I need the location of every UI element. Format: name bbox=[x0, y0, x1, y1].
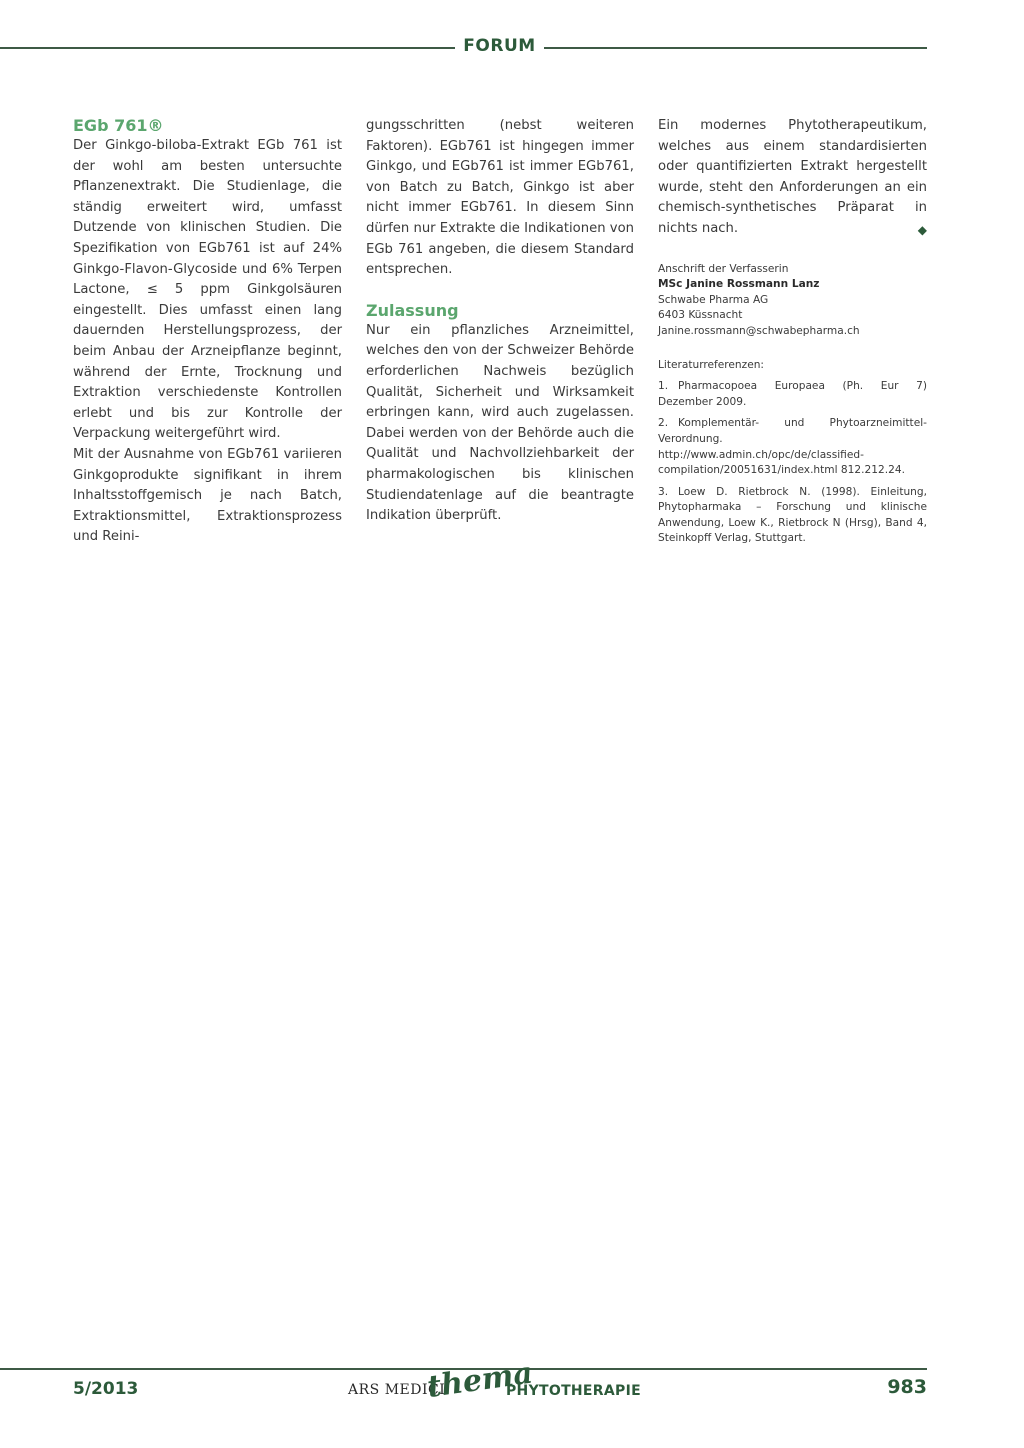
author-company: Schwabe Pharma AG bbox=[658, 293, 769, 306]
paragraph-text: Ein modernes Phytotherapeutikum, welches aus einem standardisierten oder quantifizierten Extrakt hergestellt wurde, steht den Anforderungen an ein chemisch-synthetisches Präparat in nichts nach. bbox=[658, 118, 927, 236]
page-number: 983 bbox=[887, 1376, 927, 1398]
column-3 bbox=[658, 116, 927, 547]
paragraph: Mit der Ausnahme von EGb761 variieren Ginkgoprodukte signifikant in ihrem Inhaltsstoffgemisch je nach Batch, Extraktionsmittel, Extraktionsprozess und Reini- bbox=[73, 446, 342, 545]
brand-thema: thema bbox=[425, 1355, 535, 1405]
paragraph: gungsschritten (nebst weiteren Faktoren). EGb761 ist hingegen immer Ginkgo, und EGb761 ist immer EGb761, von Batch zu Batch, Ginkgo ist aber nicht immer EGb761. In diesem Sinn dürfen nur Extrakte die Indikationen von EGb 761 angeben, die diesem Standard entsprechen. bbox=[366, 118, 634, 278]
reference-number: 2. bbox=[658, 417, 669, 430]
reference-text: Loew D. Rietbrock N. (1998). Einleitung, Phytopharmaka – Forschung und klinische Anwendung, Loew K., Rietbrock N (Hrsg), Band 4, Steinkopff Verlag, Stuttgart. bbox=[658, 485, 927, 545]
author-name: MSc Janine Rossmann Lanz bbox=[658, 278, 820, 291]
reference-text[interactable]: Komplementär- und Phytoarzneimittel-Verordnung. http://www.admin.ch/opc/de/classified-compilation/20051631/index.html 812.212.24. bbox=[658, 417, 927, 477]
paragraph bbox=[658, 116, 927, 240]
author-city: 6403 Küssnacht bbox=[658, 309, 743, 322]
brand-ars-medici: ARS MEDICI bbox=[348, 1382, 446, 1398]
header-rule-left bbox=[0, 47, 455, 49]
literature-title: Literaturreferenzen: bbox=[658, 358, 765, 371]
reference-item bbox=[658, 485, 927, 547]
end-diamond-icon: ◆ bbox=[917, 222, 927, 237]
heading-zulassung: Zulassung bbox=[366, 300, 459, 320]
reference-number: 3. bbox=[658, 485, 669, 498]
column-2 bbox=[366, 116, 634, 527]
issue-number: 5/2013 bbox=[73, 1379, 139, 1399]
heading-egb761: EGb 761® bbox=[73, 116, 164, 135]
author-address bbox=[658, 262, 927, 340]
reference-number: 1. bbox=[658, 380, 669, 393]
reference-text: Pharmacopoea Europaea (Ph. Eur 7) Dezember 2009. bbox=[658, 380, 927, 408]
paragraph: Der Ginkgo-biloba-Extrakt EGb 761 ist der wohl am besten untersuchte Pflanzenextrakt. Die Studienlage, die ständig erweitert wird, umfasst Dutzende von klinischen Studien. Die Spezifikation von EGb761 ist auf 24% Ginkgo-Flavon-Glycoside und 6% Terpen Lactone, ≤ 5 ppm Ginkgolsäuren eingestellt. Dies umfasst einen lang dauernden Herstellungsprozess, der beim Anbau der Arzneipflanze beginnt, während der Ernte, Trocknung und Extraktion verschiedenste Kontrollen erlebt und bis zur Kontrolle der Verpackung weitergeführt wird. bbox=[73, 138, 342, 442]
reference-item bbox=[658, 416, 927, 478]
paragraph: Nur ein pflanzliches Arzneimittel, welches den von der Schweizer Behörde erforderlichen Nachweis bezüglich Qualität, Sicherheit und Wirksamkeit erbringen kann, wird auch zugelassen. Dabei werden von der Behörde auch die Qualität und Nachvollziehbarkeit der pharmakologischen bis klinischen Studiendatenlage auf die beantragte Indikation überprüft. bbox=[366, 322, 634, 524]
header-rule-right bbox=[544, 47, 927, 49]
address-label: Anschrift der Verfasserin bbox=[658, 262, 789, 275]
reference-item bbox=[658, 379, 927, 410]
author-email[interactable]: Janine.rossmann@schwabepharma.ch bbox=[658, 324, 860, 337]
brand-section: PHYTOTHERAPIE bbox=[506, 1383, 641, 1399]
column-1 bbox=[73, 116, 342, 548]
section-label: FORUM bbox=[463, 36, 536, 56]
